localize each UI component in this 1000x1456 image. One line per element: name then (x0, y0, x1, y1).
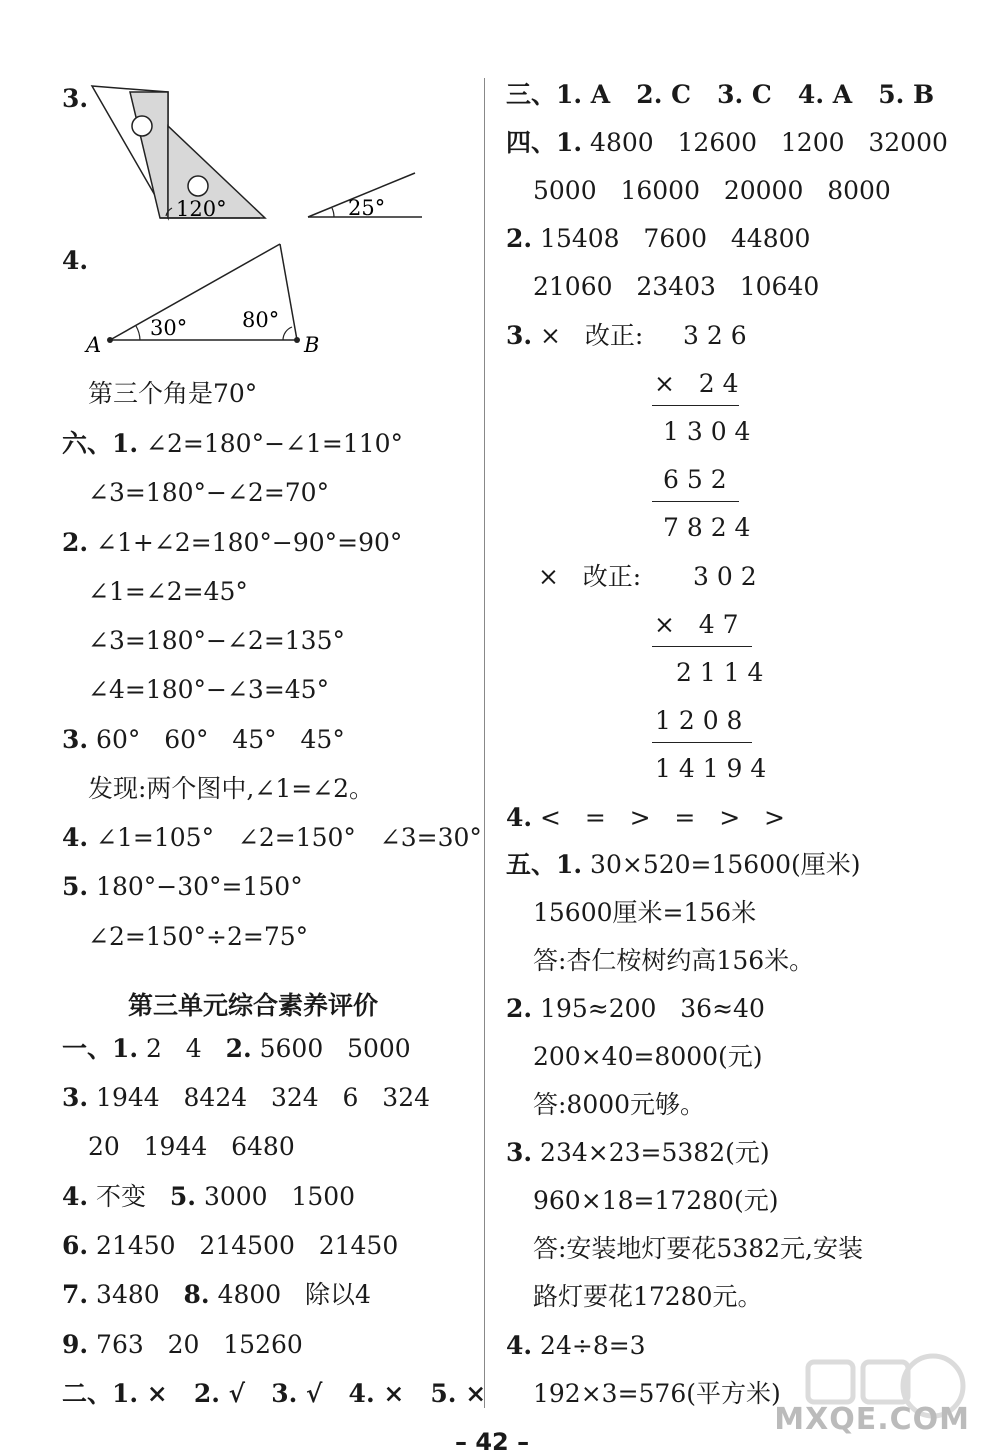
text-line: 路灯要花17280元。 (533, 1282, 763, 1311)
calc1-line: 3 2 6 (683, 321, 747, 350)
angle-30: 30° (150, 316, 188, 340)
q4-label: 4. (62, 246, 89, 275)
text-line: ∠3=180°−∠2=135° (88, 626, 345, 655)
page-number: – 42 – (455, 1428, 530, 1456)
text-line: 7. 3480 8. 4800 除以4 (62, 1280, 371, 1309)
calc2-rule (652, 646, 752, 647)
text-line: 3. 1944 8424 324 6 324 (62, 1083, 431, 1112)
calc1-rule (652, 405, 739, 406)
text-line: 3. 60° 60° 45° 45° (62, 725, 345, 754)
text-line: 200×40=8000(元) (533, 1042, 763, 1071)
calc2-line: 1 4 1 9 4 (655, 754, 767, 783)
column-divider (484, 78, 485, 1408)
text-line: ∠1=∠2=45° (88, 577, 248, 606)
triangle-ruler-figure (80, 78, 440, 228)
vertex-a: A (86, 333, 102, 357)
text-line: 二、1. × 2. √ 3. √ 4. × 5. × (62, 1379, 487, 1408)
text-line: 发现:两个图中,∠1=∠2。 (88, 774, 375, 803)
text-line: ∠2=150°÷2=75° (88, 922, 309, 951)
text-line: 2. ∠1+∠2=180°−90°=90° (62, 528, 403, 557)
text-line: 192×3=576(平方米) (533, 1379, 781, 1408)
calc2-line: × 4 7 (654, 610, 739, 639)
text-line: 2. 15408 7600 44800 (506, 224, 811, 253)
text-line: 四、1. 4800 12600 1200 32000 (506, 128, 948, 157)
calc2-line: 3 0 2 (693, 562, 757, 591)
calc1-line: 1 3 0 4 (663, 417, 751, 446)
text-line: 一、1. 2 4 2. 5600 5000 (62, 1034, 411, 1063)
calc2-line: 1 2 0 8 (655, 706, 743, 735)
watermark-text: MXQE.COM (774, 1402, 970, 1437)
vertex-b: B (304, 333, 320, 357)
text-line: 答:8000元够。 (533, 1090, 706, 1119)
angle-120: 120° (176, 197, 227, 221)
section-title: 第三单元综合素养评价 (128, 991, 379, 1020)
text-line: 3. × 改正: (506, 321, 644, 350)
text-line: ∠4=180°−∠3=45° (88, 675, 330, 704)
text-line: 六、1. ∠2=180°−∠1=110° (62, 429, 404, 458)
text-line: 4. 24÷8=3 (506, 1331, 646, 1360)
text-line: 5000 16000 20000 8000 (533, 176, 891, 205)
angle-80: 80° (242, 308, 280, 332)
text-line: 4. < = > = > > (506, 803, 785, 832)
text-line: 3. 234×23=5382(元) (506, 1138, 770, 1167)
text-line: 6. 21450 214500 21450 (62, 1231, 399, 1260)
calc1-line: 6 5 2 (663, 465, 727, 494)
calc2-line: 2 1 1 4 (676, 658, 764, 687)
text-line: 答:安装地灯要花5382元,安装 (533, 1234, 863, 1263)
q3-label: 3. (62, 84, 89, 113)
text-line: 21060 23403 10640 (533, 272, 820, 301)
calc1-line: × 2 4 (654, 369, 739, 398)
text-line: × 改正: (538, 562, 642, 591)
text-line: ∠3=180°−∠2=70° (88, 478, 330, 507)
text-line: 20 1944 6480 (88, 1132, 295, 1161)
text-line: 4. 不变 5. 3000 1500 (62, 1182, 356, 1211)
calc1-line: 7 8 2 4 (663, 513, 751, 542)
text-line: 960×18=17280(元) (533, 1186, 779, 1215)
text-line: 第三个角是70° (88, 379, 258, 408)
text-line: 2. 195≈200 36≈40 (506, 994, 765, 1023)
text-line: 三、1. A 2. C 3. C 4. A 5. B (506, 80, 935, 109)
calc2-rule (652, 742, 752, 743)
text-line: 9. 763 20 15260 (62, 1330, 303, 1359)
triangle-abc-figure (80, 236, 340, 361)
text-line: 五、1. 30×520=15600(厘米) (506, 850, 861, 879)
text-line: 答:杏仁桉树约高156米。 (533, 946, 815, 975)
calc1-rule (652, 501, 739, 502)
angle-25: 25° (348, 196, 386, 220)
text-line: 15600厘米=156米 (533, 898, 757, 927)
text-line: 4. ∠1=105° ∠2=150° ∠3=30° (62, 823, 482, 852)
text-line: 5. 180°−30°=150° (62, 872, 303, 901)
